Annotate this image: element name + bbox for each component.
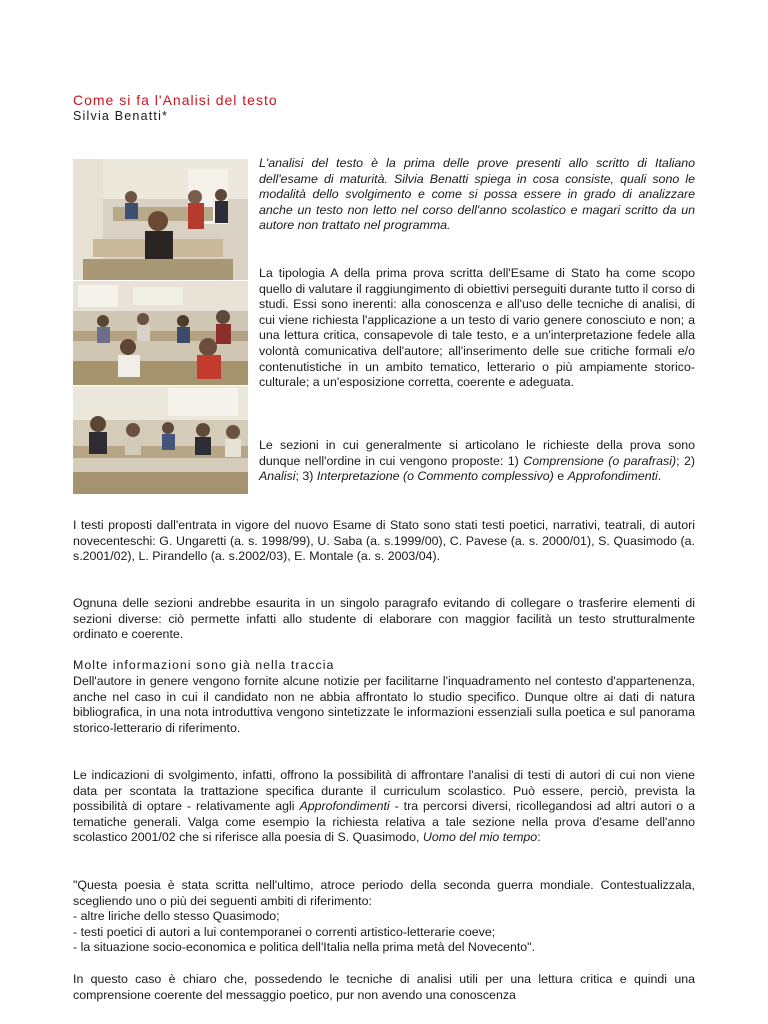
classroom-photo-1 — [73, 159, 248, 280]
indicazioni-paragraph: Le indicazioni di svolgimento, infatti, offrono la possibilità di affrontare l'analisi di testi di autori di cui non viene data per scontata la trattazione specifica durante il curriculum scolastico. Può essere, perciò, prevista la possibilità di optare - relativamente agli Approfondimenti - tra percorsi diversi, ricollegandosi ad altri autori o a tematiche generali. Valga come esempio la richiesta relativa a tale sezione nella prova d'esame dell'anno scolastico 2001/02 che si riferisce alla poesia di S. Quasimodo, Uomo del mio tempo: — [73, 768, 695, 845]
testi-paragraph: I testi proposti dall'entrata in vigore del nuovo Esame di Stato sono stati testi poetici, narrativi, teatrali, di autori novecenteschi: G. Ungaretti (a. s. 1998/99), U. Saba (a. s.1999/00), C. Pavese (a. s. 2000/01), S. Quasimodo (a. s.2001/02), L. Pirandello (a. s.2002/03), E. Montale (a. s. 2003/04). — [73, 518, 695, 564]
poem-title: Uomo del mio tempo — [422, 830, 538, 845]
emphasis-text: Approfondimenti — [299, 799, 390, 814]
sezioni-paragraph: Le sezioni in cui generalmente si articolano le richieste della prova sono dunque nell'ordine in cui vengono proposte: 1) Comprensione (o parafrasi); 2) Analisi; 3) Interpretazione (o Commento complessivo) e Approfondimenti. — [259, 438, 695, 484]
intro-paragraph: L'analisi del testo è la prima delle prove presenti allo scritto di Italiano dell'esame di maturità. Silvia Benatti spiega in cosa consiste, quali sono le modalità dello svolgimento e come si possa essere in grado di analizzare anche un testo non letto nel corso dell'anno scolastico e magari scritto da un autore non trattato nel programma. — [259, 156, 695, 233]
photo-strip — [73, 159, 248, 494]
section-name: Analisi — [259, 469, 296, 484]
exam-quote — [73, 878, 695, 956]
classroom-photo-2 — [73, 281, 248, 385]
autore-paragraph: Dell'autore in genere vengono fornite alcune notizie per facilitarne l'inquadramento nel contesto d'appartenenza, anche nel caso in cui il candidato non ne abbia affrontato lo studio specifico. Dunque oltre ai dati di natura bibliografica, in una nota introduttiva vengono sintetizzate le informazioni essenziali sulla poetica e sul panorama storico-letterario di riferimento. — [73, 674, 695, 735]
article-author: Silvia Benatti* — [73, 109, 169, 123]
ognuna-paragraph: Ognuna delle sezioni andrebbe esaurita in un singolo paragrafo evitando di collegare o trasferire elementi di sezioni diverse: ciò permette infatti allo studente di elaborare con maggior facilità un testo strutturalmente ordinato e coerente. — [73, 596, 695, 642]
quote-intro: "Questa poesia è stata scritta nell'ultimo, atroce periodo della seconda guerra mondiale. Contestualizzala, scegliendo uno o più dei seguenti ambiti di riferimento: — [73, 878, 695, 908]
quote-item: - la situazione socio-economica e politica dell'Italia nella prima metà del Novecento". — [73, 940, 536, 955]
section-name: Comprensione (o parafrasi) — [523, 453, 677, 468]
quote-item: - altre liriche dello stesso Quasimodo; — [73, 909, 280, 924]
section-subheading: Molte informazioni sono già nella traccia — [73, 658, 335, 672]
section-name: Approfondimenti — [567, 469, 658, 484]
classroom-photo-3 — [73, 386, 248, 494]
tipologia-paragraph: La tipologia A della prima prova scritta dell'Esame di Stato ha come scopo quello di valutare il raggiungimento di obiettivi perseguiti durante tutto il corso di studi. Essi sono inerenti: alla conoscenza e all'uso delle tecniche di analisi, di cui viene richiesta l'applicazione a un testo di vario genere conosciuto e non; a una lettura critica, consapevole di tale testo, e a un'interpretazione fedele alla volontà comunicativa dell'autore; all'inserimento delle sue critiche formali e/o contenutistiche in un ambito tematico, letterario o più ampiamente storico-culturale; a un'esposizione corretta, coerente e adeguata. — [259, 266, 695, 390]
section-name: Interpretazione (o Commento complessivo) — [316, 469, 554, 484]
caso-paragraph: In questo caso è chiaro che, possedendo le tecniche di analisi utili per una lettura critica e quindi una comprensione coerente del messaggio poetico, pur non avendo una conoscenza — [73, 972, 695, 1002]
quote-item: - testi poetici di autori a lui contemporanei o correnti artistico-letterarie coeve; — [73, 924, 496, 939]
article-title: Come si fa l'Analisi del testo — [73, 92, 278, 108]
